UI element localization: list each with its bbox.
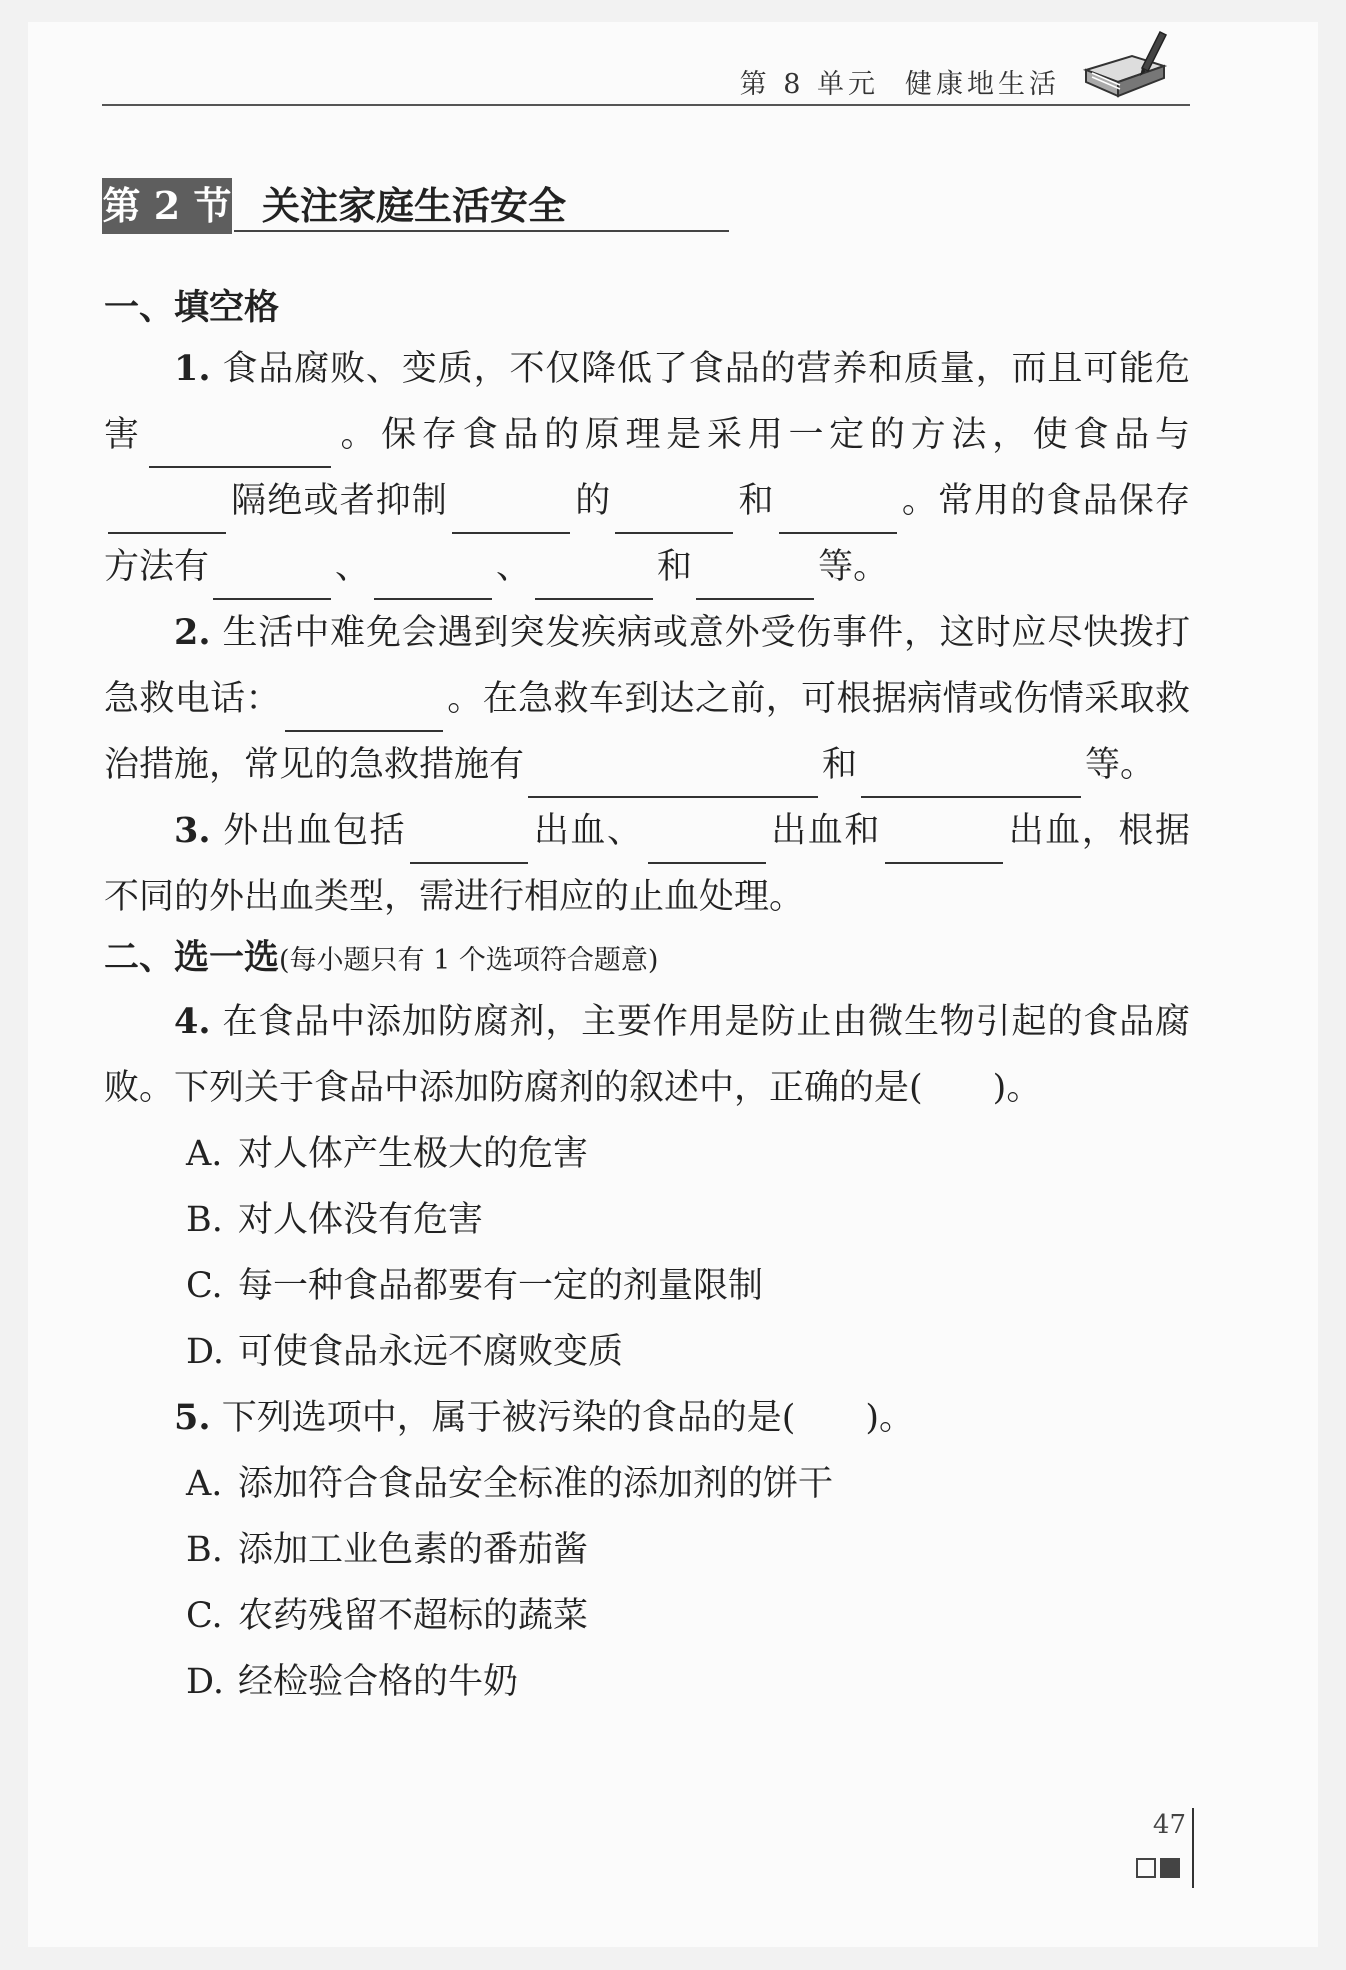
q5-option-c-letter: C. xyxy=(186,1596,223,1636)
q4-option-b-text: 对人体没有危害 xyxy=(238,1200,484,1240)
part1-heading: 一、填空格 xyxy=(104,288,280,328)
q3-blank-1[interactable] xyxy=(410,824,528,864)
q4-close: )。 xyxy=(992,1068,1042,1108)
q1-blank-7[interactable] xyxy=(374,560,492,600)
q5-option-b-text: 添加工业色素的番茄酱 xyxy=(238,1530,589,1570)
question-5 xyxy=(104,1385,1190,1451)
q4-option-d[interactable] xyxy=(104,1319,1190,1385)
book-pen-icon xyxy=(1080,26,1170,104)
q4-option-c[interactable] xyxy=(104,1253,1190,1319)
running-header xyxy=(102,52,1190,106)
q1-blank-3[interactable] xyxy=(452,494,570,534)
q3-text-4: 出血，根据不同的外出血类型，需进行相应的止血处理。 xyxy=(104,811,1190,917)
q3-text-2: 出血、 xyxy=(532,811,644,851)
q4-option-d-letter: D. xyxy=(186,1332,224,1372)
q1-text-8: 、 xyxy=(496,547,532,587)
q1-text-3: 隔绝或者抑制 xyxy=(230,481,449,521)
question-2 xyxy=(104,600,1190,798)
q1-text-1: 食品腐败、变质，不仅降低了食品的营养和质量，而且可能危害 xyxy=(104,349,1190,455)
q5-option-c-text: 农药残留不超标的蔬菜 xyxy=(238,1596,589,1636)
q5-option-c[interactable] xyxy=(104,1583,1190,1649)
q5-option-b-letter: B. xyxy=(186,1530,223,1570)
section-underline xyxy=(234,230,729,232)
square-outline-icon xyxy=(1136,1858,1156,1878)
q2-blank-1[interactable] xyxy=(285,692,443,732)
question-3 xyxy=(104,798,1190,930)
question-4 xyxy=(104,989,1190,1121)
header-unit: 第 8 单元 xyxy=(739,69,879,100)
q1-blank-8[interactable] xyxy=(535,560,653,600)
q4-option-b[interactable] xyxy=(104,1187,1190,1253)
q3-blank-2[interactable] xyxy=(648,824,766,864)
q1-text-5: 和 xyxy=(737,481,775,521)
section-title: 关注家庭生活安全 xyxy=(262,183,567,228)
q4-number: 4. xyxy=(174,1001,211,1042)
q2-text-1: 生活中难免会遇到突发疾病或意外受伤事件，这时应尽快拨打急救电话： xyxy=(104,613,1190,719)
q3-blank-3[interactable] xyxy=(885,824,1003,864)
q1-blank-4[interactable] xyxy=(615,494,733,534)
q4-option-b-letter: B. xyxy=(186,1200,223,1240)
header-title: 健康地生活 xyxy=(905,69,1060,100)
q5-option-d[interactable] xyxy=(104,1649,1190,1715)
page-footer xyxy=(1130,1808,1200,1888)
q2-text-2: 。在急救车到达之前，可根据病情或伤情采取救治措施，常见的急救措施有 xyxy=(104,679,1190,785)
footer-rule xyxy=(1192,1808,1194,1888)
q2-blank-3[interactable] xyxy=(861,758,1081,798)
q2-number: 2. xyxy=(174,612,211,653)
q1-text-9: 和 xyxy=(657,547,693,587)
q1-text-4: 的 xyxy=(574,481,612,521)
q1-number: 1. xyxy=(174,348,211,389)
q1-blank-1[interactable] xyxy=(149,428,331,468)
q1-text-10: 等。 xyxy=(818,547,889,587)
q1-text-2: 。保存食品的原理是采用一定的方法，使食品与 xyxy=(334,415,1190,455)
q3-text-1: 外出血包括 xyxy=(223,811,407,851)
part2-note: (每小题只有 1 个选项符合题意) xyxy=(279,945,659,976)
q5-option-b[interactable] xyxy=(104,1517,1190,1583)
q2-text-4: 等。 xyxy=(1085,745,1156,785)
q4-option-a[interactable] xyxy=(104,1121,1190,1187)
q5-stem: 下列选项中，属于被污染的食品的是( xyxy=(221,1398,796,1438)
q1-text-6: 。常用的食品保存方法有 xyxy=(104,481,1190,587)
q4-option-d-text: 可使食品永远不腐败变质 xyxy=(238,1332,624,1372)
q5-close: )。 xyxy=(865,1398,914,1438)
q3-number: 3. xyxy=(174,810,211,851)
q5-option-d-text: 经检验合格的牛奶 xyxy=(238,1662,519,1702)
q4-option-c-text: 每一种食品都要有一定的剂量限制 xyxy=(238,1266,764,1306)
q5-option-a-letter: A. xyxy=(186,1464,223,1504)
page-number: 47 xyxy=(1152,1810,1186,1840)
q4-option-a-letter: A. xyxy=(186,1134,223,1174)
part2-heading-text: 二、选一选 xyxy=(104,938,280,978)
q2-text-3: 和 xyxy=(822,745,858,785)
q1-text-7: 、 xyxy=(335,547,371,587)
q1-blank-2[interactable] xyxy=(108,494,226,534)
q5-option-a-text: 添加符合食品安全标准的添加剂的饼干 xyxy=(238,1464,834,1504)
q5-option-d-letter: D. xyxy=(186,1662,224,1702)
q1-blank-9[interactable] xyxy=(696,560,814,600)
q5-number: 5. xyxy=(174,1397,211,1438)
q2-blank-2[interactable] xyxy=(528,758,818,798)
q4-stem: 在食品中添加防腐剂，主要作用是防止由微生物引起的食品腐败。下列关于食品中添加防腐剂的叙述中，正确的是( xyxy=(104,1002,1190,1108)
q5-option-a[interactable] xyxy=(104,1451,1190,1517)
section-label: 第 2 节 xyxy=(102,178,232,234)
q3-text-3: 出血和 xyxy=(769,811,881,851)
exercise-body xyxy=(104,280,1190,1715)
q1-blank-5[interactable] xyxy=(779,494,897,534)
square-filled-icon xyxy=(1160,1858,1180,1878)
question-1 xyxy=(104,336,1190,600)
q1-blank-6[interactable] xyxy=(213,560,331,600)
q4-option-c-letter: C. xyxy=(186,1266,223,1306)
part2-heading xyxy=(104,930,1190,989)
header-text xyxy=(740,62,1060,101)
q4-option-a-text: 对人体产生极大的危害 xyxy=(238,1134,589,1174)
